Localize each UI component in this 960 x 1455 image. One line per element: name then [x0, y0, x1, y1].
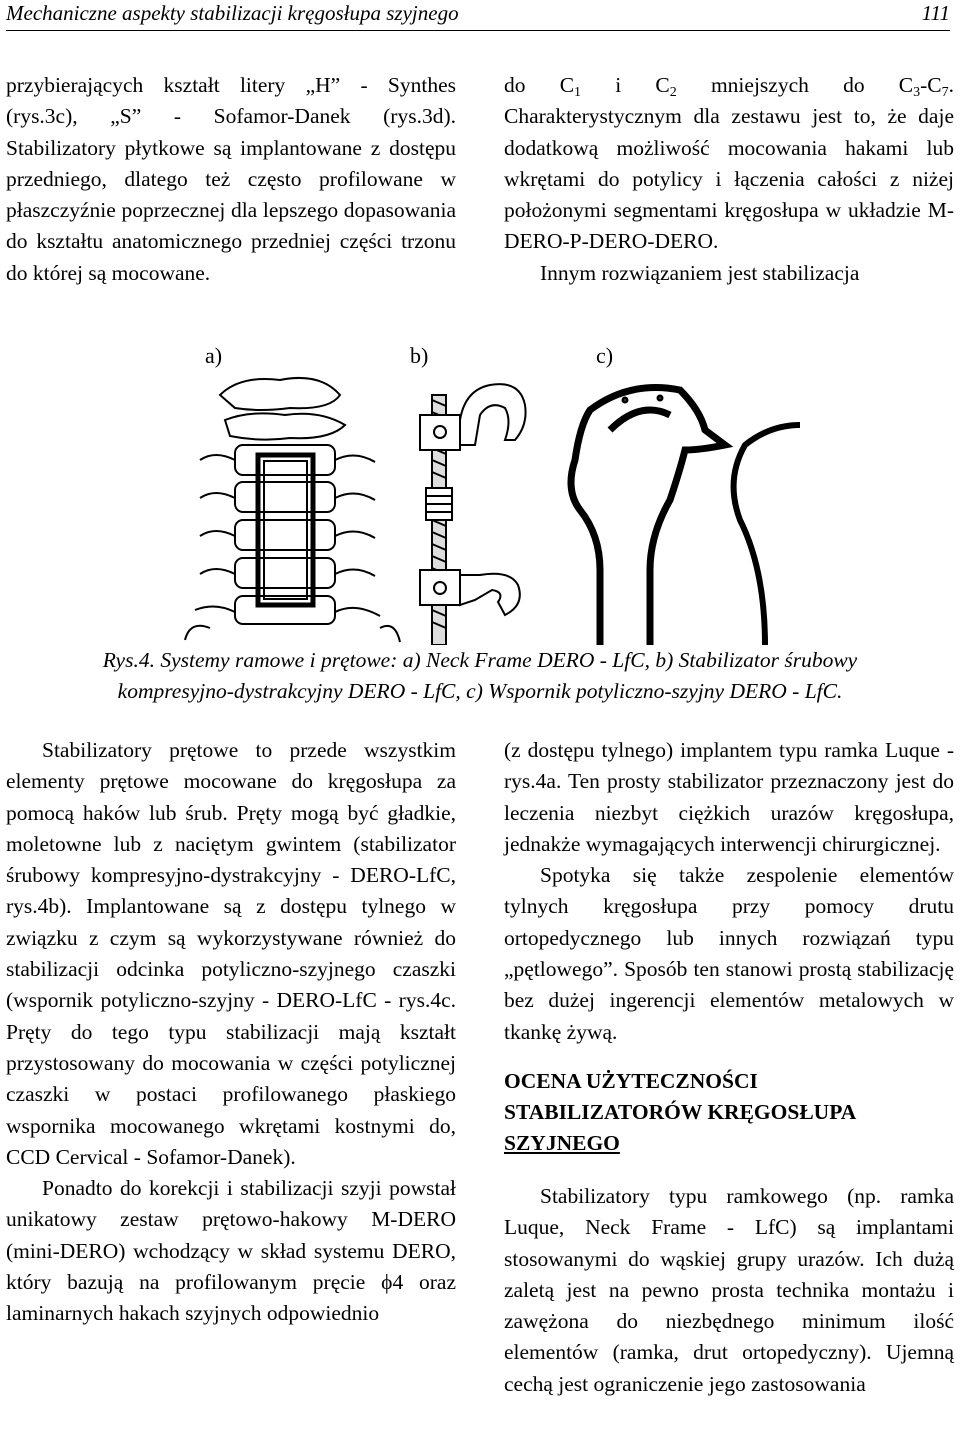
paragraph: Innym rozwiązaniem jest stabilizacja	[540, 260, 860, 285]
figure-label-a: a)	[205, 343, 223, 368]
phi-symbol: ϕ	[381, 1270, 393, 1295]
paragraph: do $C_1$ i $C_2$ mniejszych do $C_3-C_7$. Charakterystycznym dla zestawu jest to, że daje dodatkową możliwość mocowania hakami lub wkrętami do potylicy i łączenia całości z niżej położonymi segmentami kręgosłupa w układzie M-DERO-P-DERO-DERO.	[504, 73, 954, 254]
column-top-left	[6, 70, 456, 289]
figure-4	[180, 370, 960, 645]
figure-caption	[0, 645, 960, 707]
occipital-bracket-illustration	[571, 388, 800, 646]
paragraph: Stabilizatory typu ramkowego (np. ramka Luque, Neck Frame - LfC) są implantami stosowanymi do wąskiej grupy urazów. Ich dużą zaletą jest na pewno prosta technika montażu i zawężona do niezbędnego minimum ilość elementów (ramka, drut ortopedyczny). Ujemną cechą jest ograniczenie jego zastosowania	[504, 1183, 954, 1396]
neck-frame-illustration	[185, 378, 400, 642]
paragraph: przybierających kształt litery „H” - Synthes (rys.3c), „S” - Sofamor-Danek (rys.3d). Stabilizatory płytkowe są implantowane z dostępu przedniego, dlatego też często profilowane w płaszczyźnie poprzecznej dla lepszego dopasowania do kształtu anatomicznego przedniej części trzonu do której są mocowane.	[6, 73, 456, 285]
page-number: 111	[921, 1, 950, 25]
figure-label-b: b)	[410, 343, 429, 368]
page-header	[6, 0, 950, 31]
paragraph: (z dostępu tylnego) implantem typu ramka Luque - rys.4a. Ten prosty stabilizator przeznaczony jest do leczenia niezbyt ciężkich urazów kręgosłupa, jednakże wymagających interwencji chirurgicznej.	[504, 738, 954, 856]
caption-line: kompresyjno-dystrakcyjny DERO - LfC, c) Wspornik potyliczno-szyjny DERO - LfC.	[117, 679, 843, 703]
paragraph: Stabilizatory prętowe to przede wszystkim elementy prętowe mocowane do kręgosłupa za pomocą haków lub śrub. Pręty mogą być gładkie, moletowne lub z naciętym gwintem (stabilizator śrubowy kompresyjno-dystrakcyjny - DERO-LfC, rys.4b). Implantowane są z dostępu tylnego w związku z czym są wykorzystywane również do stabilizacji odcinka potyliczno-szyjnego czaszki (wspornik potyliczno-szyjny - DERO-LfC - rys.4c. Pręty do tego typu stabilizacji mają kształt przystosowany do mocowania w części potylicznej czaszki w postaci profilowanego płaskiego wspornika mocowanego wkrętami kostnymi do, CCD Cervical - Sofamor-Danek).	[6, 738, 456, 1169]
screw-stabilizer-illustration	[420, 384, 526, 645]
paragraph: Spotyka się także zespolenie elementów tylnych kręgosłupa przy pomocy drutu ortopedycznego lub innych rozwiązań typu „pętlowego”. Sposób ten stanowi prostą stabilizację bez dużej ingerencji elementów metalowych w tkankę żywą.	[504, 863, 954, 1044]
paragraph: Ponadto do korekcji i stabilizacji szyji powstał unikatowy zestaw prętowo-hakowy M-DERO (mini-DERO) wchodzący w skład systemu DERO, który bazują na profilowanym pręcie ϕ4 oraz laminarnych hakach szyjnych odpowiednio	[6, 1176, 456, 1326]
running-title: Mechaniczne aspekty stabilizacji kręgosłupa szyjnego	[6, 1, 459, 25]
column-top-right	[504, 70, 954, 289]
caption-line: Rys.4. Systemy ramowe i prętowe: a) Neck Frame DERO - LfC, b) Stabilizator śrubowy	[102, 648, 858, 672]
figure-illustration	[180, 370, 960, 645]
column-bottom-left	[6, 735, 456, 1330]
figure-label-c: c)	[596, 343, 614, 368]
column-bottom-right	[504, 735, 954, 1400]
section-heading: OCENA UŻYTECZNOŚCI STABILIZATORÓW KRĘGOSŁUPA SZYJNEGO	[504, 1068, 857, 1155]
